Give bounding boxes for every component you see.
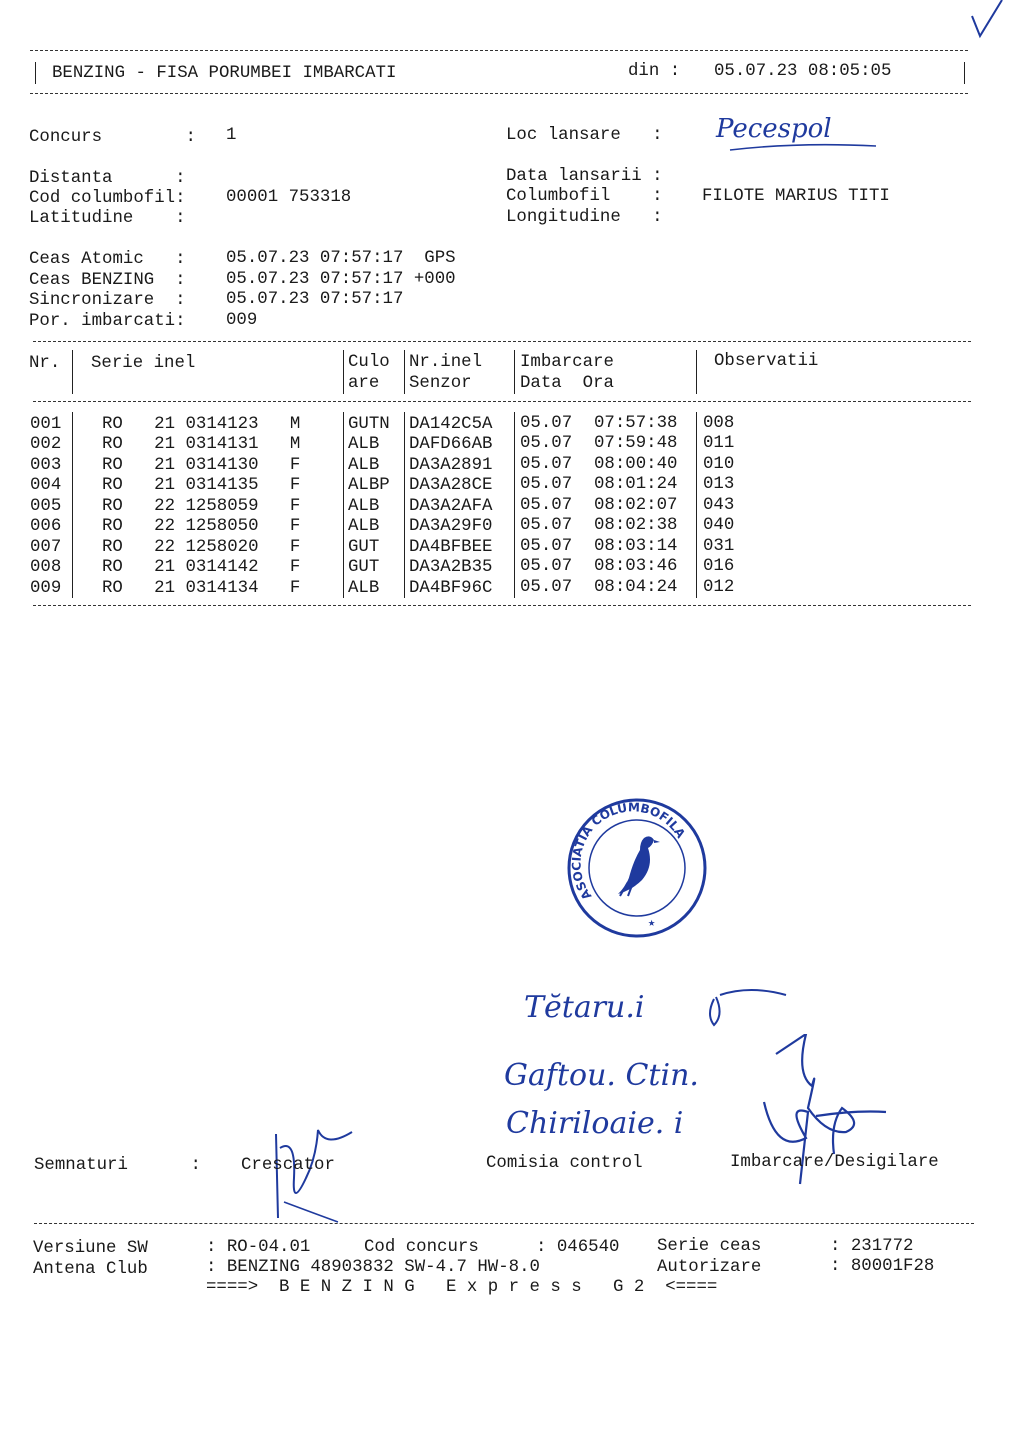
pigeon-icon xyxy=(618,836,660,896)
col-divider-1 xyxy=(72,350,73,394)
table-cell-nr: 003 xyxy=(30,456,62,475)
table-cell-ora: 08:03:46 xyxy=(594,557,678,576)
header-culoare-2: are xyxy=(348,374,380,393)
ceas-atomic-value: 05.07.23 07:57:17 GPS xyxy=(226,249,456,268)
table-cell-obs: 012 xyxy=(703,578,735,597)
table-cell-obs: 031 xyxy=(703,537,735,556)
handwritten-name-1: Tĕtaru.i xyxy=(524,990,645,1025)
table-bottom-rule xyxy=(33,605,971,606)
table-cell-serie: RO 22 1258059 F xyxy=(102,497,301,516)
table-cell-senzor: DA3A29F0 xyxy=(409,517,493,536)
sincronizare-value: 05.07.23 07:57:17 xyxy=(226,290,404,309)
longitudine-label: Longitudine : xyxy=(506,208,663,227)
table-cell-obs: 040 xyxy=(703,516,735,535)
table-cell-nr: 005 xyxy=(30,497,62,516)
versiune-sw-value: : RO-04.01 xyxy=(206,1238,311,1257)
table-cell-culoare: ALB xyxy=(348,517,380,536)
table-cell-nr: 004 xyxy=(30,476,62,495)
col-divider-5 xyxy=(696,350,697,394)
table-cell-obs: 008 xyxy=(703,414,735,433)
table-cell-ora: 08:02:07 xyxy=(594,496,678,515)
table-cell-senzor: DA3A2AFA xyxy=(409,497,493,516)
columbofil-value: FILOTE MARIUS TITI xyxy=(702,187,890,206)
table-cell-senzor: DA4BF96C xyxy=(409,579,493,598)
table-cell-culoare: ALBP xyxy=(348,476,390,495)
table-cell-ora: 08:02:38 xyxy=(594,516,678,535)
table-cell-data: 05.07 xyxy=(520,557,573,576)
table-cell-nr: 006 xyxy=(30,517,62,536)
semnaturi-label: Semnaturi : xyxy=(34,1156,201,1175)
header-imbarcare-1: Imbarcare xyxy=(520,353,614,372)
table-cell-ora: 07:59:48 xyxy=(594,434,678,453)
table-cell-culoare: ALB xyxy=(348,579,380,598)
handwritten-mark-1 xyxy=(700,985,790,1035)
table-cell-senzor: DAFD66AB xyxy=(409,435,493,454)
crescator-label: Crescator xyxy=(241,1156,335,1175)
handwritten-name-3: Chiriloaie. i xyxy=(506,1106,684,1141)
table-cell-data: 05.07 xyxy=(520,455,573,474)
table-cell-senzor: DA4BFBEE xyxy=(409,538,493,557)
header-left-border xyxy=(35,62,36,84)
header-top-rule xyxy=(30,50,968,51)
ceas-atomic-label: Ceas Atomic : xyxy=(29,250,186,269)
table-cell-serie: RO 21 0314131 M xyxy=(102,435,301,454)
header-nr: Nr. xyxy=(29,354,61,373)
cod-concurs-label: Cod concurs xyxy=(364,1238,479,1257)
table-cell-culoare: GUTN xyxy=(348,415,390,434)
table-cell-data: 05.07 xyxy=(520,414,573,433)
din-value: 05.07.23 08:05:05 xyxy=(714,62,892,81)
table-cell-serie: RO 21 0314123 M xyxy=(102,415,301,434)
col-divider-4-body xyxy=(514,412,515,598)
table-cell-obs: 013 xyxy=(703,475,735,494)
serie-ceas-label: Serie ceas xyxy=(657,1237,762,1256)
table-cell-data: 05.07 xyxy=(520,475,573,494)
header-serie: Serie inel xyxy=(91,354,196,373)
document-title: BENZING - FISA PORUMBEI IMBARCATI xyxy=(52,64,397,83)
col-divider-3 xyxy=(404,350,405,394)
sincronizare-label: Sincronizare : xyxy=(29,291,186,310)
table-cell-nr: 002 xyxy=(30,435,62,454)
footer-rule xyxy=(34,1223,974,1224)
cod-columbofil-value: 00001 753318 xyxy=(226,188,352,207)
table-cell-nr: 001 xyxy=(30,415,62,434)
table-cell-data: 05.07 xyxy=(520,537,573,556)
autorizare-value: : 80001F28 xyxy=(830,1257,935,1276)
din-label: din : xyxy=(628,62,681,81)
star-icon: ★ xyxy=(648,916,656,930)
cod-concurs-value: : 046540 xyxy=(536,1238,620,1257)
antena-club-label: Antena Club xyxy=(33,1260,148,1279)
antena-club-value: : BENZING 48903832 SW-4.7 HW-8.0 xyxy=(206,1258,540,1277)
header-bottom-rule xyxy=(30,93,968,94)
loc-lansare-value: Pecespol xyxy=(716,114,832,144)
serie-ceas-value: : 231772 xyxy=(830,1237,914,1256)
comisia-control-label: Comisia control xyxy=(486,1154,643,1173)
versiune-sw-label: Versiune SW xyxy=(33,1239,148,1258)
table-cell-obs: 011 xyxy=(703,434,735,453)
col-divider-4 xyxy=(514,350,515,394)
table-cell-obs: 010 xyxy=(703,455,735,474)
col-divider-3-body xyxy=(404,412,405,598)
table-cell-data: 05.07 xyxy=(520,516,573,535)
table-cell-serie: RO 21 0314134 F xyxy=(102,579,301,598)
columbofil-label: Columbofil : xyxy=(506,187,663,206)
table-cell-serie: RO 21 0314142 F xyxy=(102,558,301,577)
table-cell-senzor: DA142C5A xyxy=(409,415,493,434)
concurs-label: Concurs : xyxy=(29,128,196,147)
imbarcare-desigilare-label: Imbarcare/Desigilare xyxy=(730,1153,939,1172)
header-nrinel-2: Senzor xyxy=(409,374,472,393)
ceas-benzing-label: Ceas BENZING : xyxy=(29,271,186,290)
handwritten-name-2: Gaftou. Ctin. xyxy=(504,1058,699,1093)
distanta-label: Distanta : xyxy=(29,169,186,188)
por-imbarcati-value: 009 xyxy=(226,311,258,330)
autorizare-label: Autorizare xyxy=(657,1258,762,1277)
club-stamp xyxy=(562,796,712,942)
col-divider-5-body xyxy=(696,412,697,598)
header-observatii: Observatii xyxy=(714,352,819,371)
header-culoare-1: Culo xyxy=(348,353,390,372)
table-cell-data: 05.07 xyxy=(520,578,573,597)
table-cell-serie: RO 22 1258020 F xyxy=(102,538,301,557)
table-cell-serie: RO 21 0314135 F xyxy=(102,476,301,495)
table-cell-culoare: ALB xyxy=(348,456,380,475)
table-cell-nr: 008 xyxy=(30,558,62,577)
col-divider-1-body xyxy=(72,412,73,598)
loc-lansare-label: Loc lansare : xyxy=(506,126,663,145)
data-lansarii-label: Data lansarii : xyxy=(506,167,663,186)
table-cell-data: 05.07 xyxy=(520,434,573,453)
table-top-rule xyxy=(33,341,971,342)
table-cell-culoare: GUT xyxy=(348,558,380,577)
table-cell-ora: 08:00:40 xyxy=(594,455,678,474)
table-cell-data: 05.07 xyxy=(520,496,573,515)
table-cell-ora: 08:04:24 xyxy=(594,578,678,597)
benzing-banner: ====> B E N Z I N G E x p r e s s G 2 <==== xyxy=(206,1278,718,1297)
por-imbarcati-label: Por. imbarcati: xyxy=(29,312,186,331)
header-nrinel-1: Nr.inel xyxy=(409,353,483,372)
table-header-rule xyxy=(33,401,971,402)
table-cell-serie: RO 22 1258050 F xyxy=(102,517,301,536)
table-cell-senzor: DA3A28CE xyxy=(409,476,493,495)
ceas-benzing-value: 05.07.23 07:57:17 +000 xyxy=(226,270,456,289)
header-imbarcare-2: Data Ora xyxy=(520,374,614,393)
table-cell-senzor: DA3A2891 xyxy=(409,456,493,475)
table-cell-ora: 08:03:14 xyxy=(594,537,678,556)
table-cell-serie: RO 21 0314130 F xyxy=(102,456,301,475)
check-mark-icon xyxy=(968,0,1008,40)
table-cell-obs: 043 xyxy=(703,496,735,515)
stamp-ring-text: ASOCIATIA COLUMBOFILA xyxy=(569,800,688,903)
cod-columbofil-label: Cod columbofil: xyxy=(29,189,186,208)
table-cell-culoare: ALB xyxy=(348,435,380,454)
table-cell-culoare: GUT xyxy=(348,538,380,557)
table-cell-ora: 08:01:24 xyxy=(594,475,678,494)
table-cell-nr: 009 xyxy=(30,579,62,598)
concurs-value: 1 xyxy=(226,126,237,145)
table-cell-culoare: ALB xyxy=(348,497,380,516)
loc-underline xyxy=(728,140,878,154)
table-cell-senzor: DA3A2B35 xyxy=(409,558,493,577)
col-divider-2-body xyxy=(343,412,344,598)
header-right-border xyxy=(964,62,965,84)
table-cell-nr: 007 xyxy=(30,538,62,557)
latitudine-label: Latitudine : xyxy=(29,209,186,228)
col-divider-2 xyxy=(343,350,344,394)
table-cell-ora: 07:57:38 xyxy=(594,414,678,433)
table-cell-obs: 016 xyxy=(703,557,735,576)
